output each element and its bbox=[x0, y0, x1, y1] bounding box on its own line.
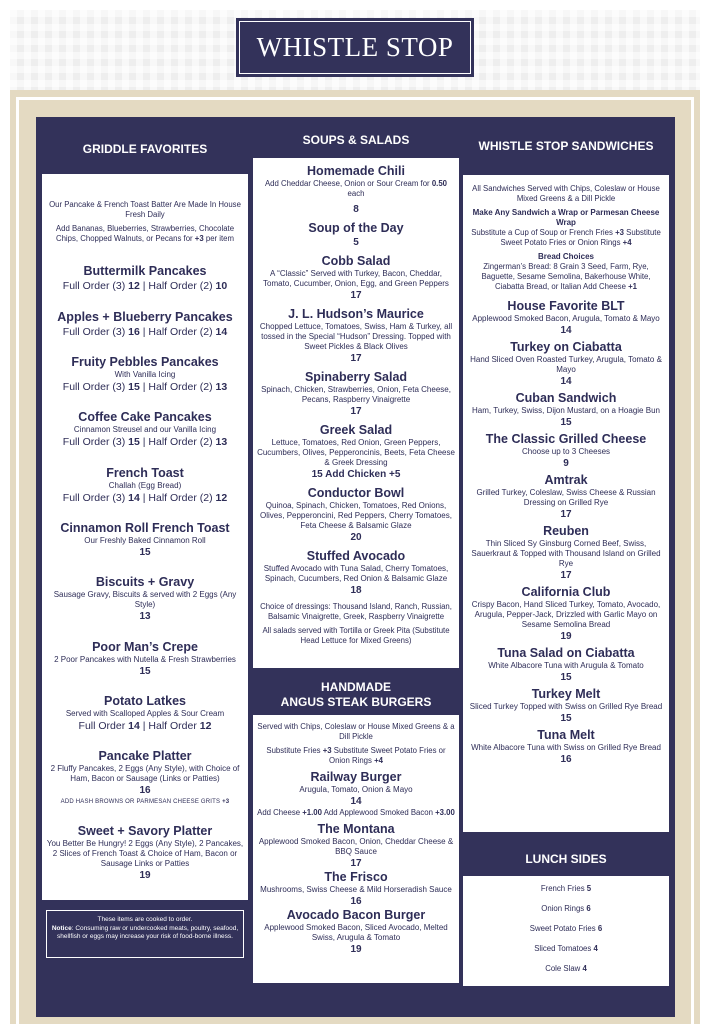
item-description: Cinnamon Streusel and our Vanilla Icing bbox=[73, 425, 217, 435]
item-note bbox=[44, 200, 246, 220]
subheading: Bread Choices bbox=[537, 252, 595, 261]
item-description: Thin Sliced Sy Ginsburg Corned Beef, Swiss, Sauerkraut & Topped with Thousand Island on Grilled Rye bbox=[471, 539, 661, 568]
menu-item bbox=[463, 924, 669, 938]
text: Cole Slaw bbox=[545, 964, 583, 973]
item-description: Arugula, Tomato, Onion & Mayo bbox=[299, 785, 413, 794]
menu-item bbox=[44, 264, 246, 293]
text: Full Order (3) bbox=[62, 436, 129, 449]
menu-item bbox=[256, 822, 456, 870]
menu-item bbox=[256, 908, 456, 956]
text: | Half Order (2) bbox=[139, 436, 216, 449]
notice-text: : Consuming raw or undercooked meats, poultry, seafood, shellfish or eggs may increase your risk of food-borne illness. bbox=[57, 924, 239, 940]
item-note bbox=[44, 224, 246, 244]
menu-item bbox=[463, 944, 669, 958]
notice-label: Notice bbox=[51, 924, 72, 932]
item-name: House Favorite BLT bbox=[507, 299, 625, 313]
menu-item bbox=[44, 575, 246, 623]
price-value: 12 bbox=[128, 280, 140, 293]
item-name: Tuna Melt bbox=[537, 728, 595, 742]
item-name: Railway Burger bbox=[310, 770, 402, 784]
price-value: +1 bbox=[628, 282, 637, 291]
text: per item bbox=[203, 234, 235, 244]
item-note bbox=[256, 179, 456, 199]
text: Full Order (3) bbox=[62, 325, 129, 338]
item-note bbox=[463, 904, 669, 914]
text: Full Order (3) bbox=[62, 491, 129, 504]
item-price: 19 bbox=[350, 944, 362, 955]
item-description: White Albacore Tuna with Arugula & Tomato bbox=[488, 661, 644, 670]
menu-item bbox=[44, 355, 246, 394]
item-price: 15 bbox=[139, 547, 151, 559]
price-value: +3 bbox=[615, 228, 624, 237]
item-description: Choose up to 3 Cheeses bbox=[521, 447, 611, 456]
price-value: +3 bbox=[194, 234, 204, 244]
price-value: +4 bbox=[622, 238, 632, 247]
item-note bbox=[466, 262, 666, 292]
item-description: Grilled Turkey, Coleslaw, Swiss Cheese & Russian Dressing on Grilled Rye bbox=[476, 488, 656, 507]
item-price: 14 bbox=[560, 325, 572, 336]
menu-item bbox=[44, 410, 246, 449]
price-value: 5 bbox=[586, 884, 592, 893]
item-description: Stuffed Avocado with Tuna Salad, Cherry Tomatoes, Spinach, Cucumbers, Red Onion & Balsamic Glaze bbox=[263, 564, 449, 583]
order-prices bbox=[44, 719, 246, 733]
item-name: French Toast bbox=[106, 465, 184, 480]
logo bbox=[236, 18, 474, 77]
item-name: Potato Latkes bbox=[104, 694, 186, 709]
text: | Half Order (2) bbox=[139, 325, 216, 338]
text: Served with Chips, Coleslaw or House Mixed Greens & a Dill Pickle bbox=[257, 722, 455, 741]
menu-item bbox=[466, 184, 666, 296]
item-name: Turkey Melt bbox=[531, 687, 601, 701]
item-name: Conductor Bowl bbox=[307, 486, 405, 500]
item-name: Coffee Cake Pancakes bbox=[78, 410, 212, 425]
text: Choice of dressings: Thousand Island, Ranch, Russian, Balsamic Vinaigrette, Greek, Raspberry Vinaigrette bbox=[260, 602, 452, 621]
text: Onion Rings bbox=[541, 904, 587, 913]
text: Full Order (3) bbox=[62, 280, 129, 293]
item-name: Spinaberry Salad bbox=[304, 370, 408, 384]
item-description: Crispy Bacon, Hand Sliced Turkey, Tomato, Avocado, Arugula, Pepper-Jack, Drizzled with Garlic Mayo on Sesame Semolina Bread bbox=[471, 600, 661, 629]
sides-list bbox=[463, 876, 669, 986]
item-name: Amtrak bbox=[544, 473, 588, 487]
griddle-list bbox=[42, 174, 248, 900]
item-price: 15 bbox=[560, 672, 572, 683]
menu-item bbox=[256, 770, 456, 822]
item-price: 13 bbox=[139, 611, 151, 623]
text: Our Pancake & French Toast Batter Are Made In House Fresh Daily bbox=[49, 200, 241, 220]
price-value: 12 bbox=[199, 720, 212, 733]
item-price: 8 bbox=[353, 204, 359, 215]
menu-item bbox=[256, 870, 456, 908]
text: each bbox=[347, 189, 365, 198]
text: Add Cheese bbox=[257, 808, 303, 817]
item-price: 15 bbox=[139, 665, 151, 677]
text: Substitute Sweet Potato Fries or Onion Rings bbox=[329, 746, 446, 765]
menu-item bbox=[466, 687, 666, 725]
menu-item bbox=[44, 310, 246, 339]
text: Add Applewood Smoked Bacon bbox=[321, 808, 436, 817]
menu-item bbox=[466, 524, 666, 582]
menu-item bbox=[256, 254, 456, 302]
item-description: Sliced Turkey Topped with Swiss on Grilled Rye Bread bbox=[469, 702, 663, 711]
item-price: 17 bbox=[350, 353, 362, 364]
text: Add Bananas, Blueberries, Strawberries, Chocolate Chips, Chopped Walnuts, or Pecans for bbox=[55, 224, 235, 244]
item-note bbox=[463, 924, 669, 934]
price-value: +4 bbox=[374, 756, 383, 765]
item-price: 16 bbox=[560, 754, 572, 765]
price-value: 12 bbox=[215, 491, 228, 504]
item-name: The Classic Grilled Cheese bbox=[485, 432, 647, 446]
price-value: +3 bbox=[222, 799, 230, 806]
item-name: Cuban Sandwich bbox=[515, 391, 617, 405]
soups-list bbox=[253, 158, 459, 668]
text: | Half Order (2) bbox=[139, 381, 216, 394]
item-name: Poor Man’s Crepe bbox=[92, 639, 198, 654]
price-value: 14 bbox=[128, 720, 140, 733]
order-prices bbox=[44, 380, 246, 394]
item-description: Mushrooms, Swiss Cheese & Mild Horseradish Sauce bbox=[260, 885, 452, 894]
menu-item bbox=[256, 370, 456, 418]
menu-item bbox=[256, 307, 456, 365]
item-name: Cinnamon Roll French Toast bbox=[60, 521, 230, 536]
menu-item bbox=[466, 340, 666, 388]
item-name: Turkey on Ciabatta bbox=[510, 340, 622, 354]
item-name: J. L. Hudson’s Maurice bbox=[288, 307, 424, 321]
burgers-title-line2: ANGUS STEAK BURGERS bbox=[280, 695, 432, 709]
menu-item bbox=[466, 432, 666, 470]
item-note bbox=[256, 746, 456, 766]
price-value: 4 bbox=[582, 964, 587, 973]
menu-item bbox=[466, 728, 666, 766]
menu-item bbox=[463, 904, 669, 918]
menu-item bbox=[256, 549, 456, 597]
item-price: 19 bbox=[560, 631, 572, 642]
notice-line: These items are cooked to order. bbox=[97, 916, 193, 923]
item-description: Our Freshly Baked Cinnamon Roll bbox=[84, 536, 206, 546]
menu-item bbox=[466, 391, 666, 429]
item-price: 17 bbox=[350, 858, 362, 869]
text: Add Cheddar Cheese, Onion or Sour Cream for bbox=[264, 179, 432, 188]
item-price: 14 bbox=[350, 796, 362, 807]
item-description: Served with Scalloped Apples & Sour Cream bbox=[65, 709, 225, 719]
item-name: Buttermilk Pancakes bbox=[83, 264, 207, 279]
item-note bbox=[463, 944, 669, 954]
menu-item bbox=[256, 722, 456, 770]
item-name: Tuna Salad on Ciabatta bbox=[497, 646, 635, 660]
order-prices bbox=[44, 435, 246, 449]
burgers-title-line1: HANDMADE bbox=[321, 680, 391, 694]
item-price: 18 bbox=[350, 585, 362, 596]
text: Sweet Potato Fries bbox=[529, 924, 598, 933]
text: Substitute a Cup of Soup or French Fries bbox=[471, 228, 616, 237]
order-prices bbox=[44, 279, 246, 293]
menu-item bbox=[44, 694, 246, 733]
item-name: The Frisco bbox=[324, 870, 388, 884]
item-name: Reuben bbox=[543, 524, 589, 538]
item-note bbox=[256, 626, 456, 646]
item-price: 16 bbox=[350, 896, 362, 907]
price-value: 0.50 bbox=[431, 179, 448, 188]
order-prices bbox=[44, 491, 246, 505]
item-description: Quinoa, Spinach, Chicken, Tomatoes, Red Onions, Olives, Pepperoncini, Red Peppers, Cherry Tomatoes, Feta Cheese & Balsamic Glaze bbox=[260, 501, 452, 530]
price-value: +3 bbox=[322, 746, 332, 755]
text: All salads served with Tortilla or Greek Pita (Substitute Head Lettuce for Mixed Greens) bbox=[262, 626, 450, 645]
item-name: Pancake Platter bbox=[98, 749, 192, 764]
item-description: 2 Fluffy Pancakes, 2 Eggs (Any Style), with Choice of Ham, Bacon or Sausage (Links or Patties) bbox=[50, 764, 240, 784]
notice-box bbox=[46, 910, 244, 958]
menu-item bbox=[466, 585, 666, 643]
menu-item bbox=[466, 646, 666, 684]
item-price: 16 bbox=[139, 785, 151, 797]
item-note bbox=[463, 964, 669, 974]
menu-item bbox=[44, 466, 246, 505]
item-name: Avocado Bacon Burger bbox=[286, 908, 426, 922]
price-value: 14 bbox=[215, 325, 228, 338]
menu-item bbox=[466, 299, 666, 337]
item-description: Spinach, Chicken, Strawberries, Onion, Feta Cheese, Pecans, Raspberry Vinaigrette bbox=[261, 385, 451, 404]
sandwiches-list bbox=[463, 175, 669, 832]
text: | Half Order (2) bbox=[139, 491, 216, 504]
text: Substitute Fries bbox=[266, 746, 323, 755]
menu-item bbox=[463, 884, 669, 898]
price-value: 13 bbox=[215, 381, 228, 394]
item-note bbox=[256, 808, 456, 818]
item-description: Applewood Smoked Bacon, Arugula, Tomato & Mayo bbox=[472, 314, 660, 323]
item-price: 15 bbox=[560, 713, 572, 724]
item-description: Applewood Smoked Bacon, Onion, Cheddar Cheese & BBQ Sauce bbox=[258, 837, 454, 856]
item-note bbox=[466, 184, 666, 204]
item-note bbox=[256, 722, 456, 742]
item-price: 17 bbox=[560, 509, 572, 520]
menu-item bbox=[256, 602, 456, 650]
item-description: 2 Poor Pancakes with Nutella & Fresh Strawberries bbox=[54, 654, 236, 664]
item-price: 14 bbox=[560, 376, 572, 387]
item-name: Fruity Pebbles Pancakes bbox=[71, 355, 219, 370]
menu-item bbox=[44, 749, 246, 807]
item-description: Chopped Lettuce, Tomatoes, Swiss, Ham & Turkey, all tossed in the Special “Hudson” Dressing. Topped with Sweet Pickles & Black Olives bbox=[259, 322, 453, 351]
section-title-sandwiches: WHISTLE STOP SANDWICHES bbox=[478, 139, 654, 153]
price-value: +1.00 bbox=[302, 808, 322, 817]
item-price: 17 bbox=[350, 406, 362, 417]
text: French Fries bbox=[540, 884, 587, 893]
item-price: 5 bbox=[353, 237, 359, 248]
burgers-list bbox=[253, 715, 459, 983]
price-value: +3.00 bbox=[435, 808, 455, 817]
menu-item bbox=[44, 640, 246, 678]
item-name: California Club bbox=[521, 585, 611, 599]
price-value: 6 bbox=[597, 924, 603, 933]
price-value: 4 bbox=[593, 944, 598, 953]
text: | Half Order bbox=[139, 720, 200, 733]
text: Full Order bbox=[78, 720, 129, 733]
item-name: Greek Salad bbox=[319, 423, 393, 437]
price-value: 14 bbox=[128, 491, 140, 504]
item-note bbox=[466, 228, 666, 248]
item-name: Sweet + Savory Platter bbox=[77, 823, 213, 838]
item-name: Apples + Blueberry Pancakes bbox=[57, 309, 233, 324]
item-price: 20 bbox=[350, 532, 362, 543]
price-value: 16 bbox=[128, 325, 140, 338]
menu-item bbox=[256, 423, 456, 481]
text: Zingerman’s Bread: 8 Grain 3 Seed, Farm, Rye, Baguette, Sesame Semolina, Bakerhouse White, Ciabatta Bread, or Italian Add Cheese bbox=[481, 262, 651, 291]
item-description: Applewood Smoked Bacon, Sliced Avocado, Melted Swiss, Arugula & Tomato bbox=[264, 923, 448, 942]
item-description: A “Classic” Served with Turkey, Bacon, Cheddar, Tomato, Cucumber, Onion, Egg, and Green Peppers bbox=[263, 269, 449, 288]
text: Substitute Sweet Potato Fries or Onion Rings bbox=[500, 228, 661, 247]
item-name: Soup of the Day bbox=[308, 221, 404, 235]
item-price: 9 bbox=[563, 458, 569, 469]
item-name: Cobb Salad bbox=[321, 254, 391, 268]
item-name: Biscuits + Gravy bbox=[95, 575, 195, 590]
price-value: 6 bbox=[586, 904, 591, 913]
item-name: Stuffed Avocado bbox=[306, 549, 406, 563]
section-title-burgers bbox=[253, 680, 459, 710]
item-name: Homemade Chili bbox=[307, 164, 405, 178]
menu-item bbox=[256, 164, 456, 216]
item-description: You Better Be Hungry! 2 Eggs (Any Style), 2 Pancakes, 2 Slices of French Toast & Choice of Ham, Bacon or Sausage Links or Patties bbox=[46, 838, 244, 868]
item-price: 17 bbox=[350, 290, 362, 301]
item-description: White Albacore Tuna with Swiss on Grilled Rye Bread bbox=[471, 743, 661, 752]
item-price: 17 bbox=[560, 570, 572, 581]
item-description: Hand Sliced Oven Roasted Turkey, Arugula, Tomato & Mayo bbox=[470, 355, 662, 374]
item-description: Sausage Gravy, Biscuits & served with 2 Eggs (Any Style) bbox=[53, 590, 237, 610]
item-name: The Montana bbox=[317, 822, 395, 836]
text: Full Order (3) bbox=[62, 381, 129, 394]
section-title-sides: LUNCH SIDES bbox=[525, 852, 607, 866]
item-price: 19 bbox=[139, 869, 151, 881]
text: | Half Order (2) bbox=[139, 280, 216, 293]
item-description: With Vanilla Icing bbox=[114, 370, 176, 380]
price-value: 10 bbox=[215, 280, 228, 293]
menu-item bbox=[44, 824, 246, 882]
add-on-note bbox=[44, 797, 246, 807]
menu-item bbox=[44, 200, 246, 248]
price-value: 13 bbox=[215, 436, 228, 449]
section-title-griddle: GRIDDLE FAVORITES bbox=[82, 142, 208, 156]
menu-item bbox=[256, 221, 456, 249]
subheading: Make Any Sandwich a Wrap or Parmesan Cheese Wrap bbox=[472, 208, 660, 227]
price-value: 15 bbox=[128, 436, 140, 449]
text: ADD HASH BROWNS OR PARMESAN CHEESE GRITS bbox=[60, 799, 223, 806]
item-description: Ham, Turkey, Swiss, Dijon Mustard, on a Hoagie Bun bbox=[472, 406, 660, 415]
text: Sliced Tomatoes bbox=[534, 944, 594, 953]
item-description: Lettuce, Tomatoes, Red Onion, Green Peppers, Cucumbers, Olives, Pepperoncinis, Beets, Feta Cheese & Greek Dressing bbox=[257, 438, 455, 467]
item-description: Challah (Egg Bread) bbox=[108, 480, 182, 490]
item-note bbox=[256, 602, 456, 622]
menu-item bbox=[44, 521, 246, 559]
item-price: 15 bbox=[560, 417, 572, 428]
menu-item bbox=[466, 473, 666, 521]
section-title-soups: SOUPS & SALADS bbox=[302, 133, 410, 147]
item-note bbox=[463, 884, 669, 894]
item-price: 15 Add Chicken +5 bbox=[311, 469, 401, 480]
price-value: 15 bbox=[128, 381, 140, 394]
menu-item bbox=[256, 486, 456, 544]
order-prices bbox=[44, 325, 246, 339]
logo-text: WHISTLE STOP bbox=[239, 21, 471, 74]
text: All Sandwiches Served with Chips, Coleslaw or House Mixed Greens & a Dill Pickle bbox=[472, 184, 660, 203]
menu-item bbox=[463, 964, 669, 978]
